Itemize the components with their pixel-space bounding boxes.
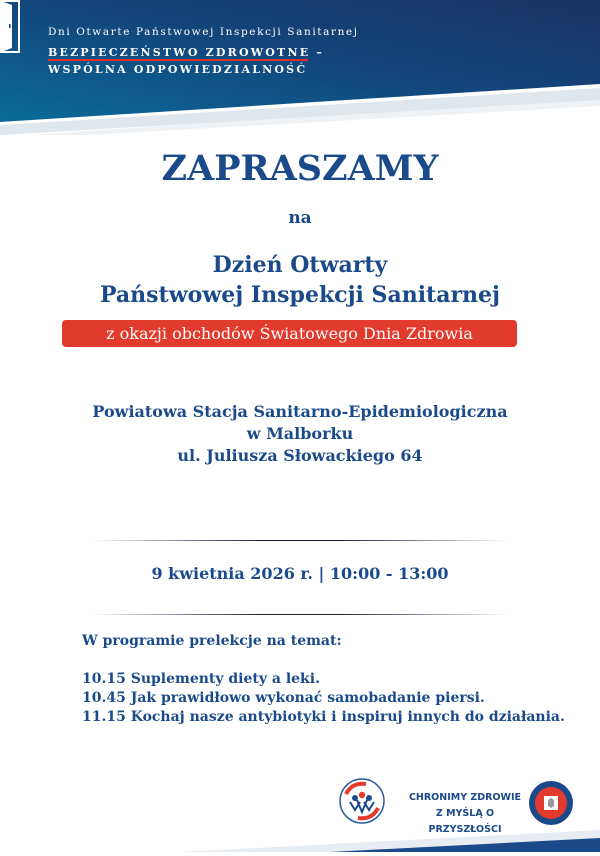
divider: [90, 614, 510, 615]
program-item: 11.15 Kochaj nasze antybiotyki i inspiruj innych do działania.: [82, 709, 565, 725]
campaign-slogan: [405, 790, 525, 838]
occasion-banner: z okazji obchodów Światowego Dnia Zdrowia: [62, 320, 517, 347]
slogan-line1: CHRONIMY ZDROWIE: [408, 792, 522, 803]
door-icon: [0, 0, 20, 53]
na-text: na: [288, 208, 312, 228]
event-name-line1: Dzień Otwarty: [212, 252, 388, 278]
slogan-line2: Z MYŚLĄ O PRZYSZŁOŚCI: [428, 808, 502, 835]
event-name-line2: Państwowej Inspekcji Sanitarnej: [99, 282, 501, 308]
divider: [90, 540, 510, 541]
header-slogan-line2: WSPÓLNA ODPOWIEDZIALNOŚĆ: [48, 63, 308, 76]
address-line: ul. Juliusza Słowackiego 64: [177, 446, 423, 465]
red-underline: [48, 59, 308, 61]
header-slogan-line1: BEZPIECZEŃSTWO ZDROWOTNE –: [48, 46, 325, 59]
program-heading: W programie prelekcje na temat:: [82, 633, 342, 649]
page-title: ZAPRASZAMY: [161, 148, 439, 189]
campaign-logo-icon: [340, 779, 384, 823]
address-line: w Malborku: [246, 424, 354, 443]
psse-emblem-icon: [529, 781, 573, 825]
event-datetime: 9 kwietnia 2026 r. | 10:00 - 13:00: [151, 564, 449, 583]
header-subtitle: Dni Otwarte Państwowej Inspekcji Sanitarnej: [48, 26, 359, 38]
address-line: Powiatowa Stacja Sanitarno-Epidemiologiczna: [92, 402, 508, 421]
program-item: 10.15 Suplementy diety a leki.: [82, 671, 320, 687]
program-item: 10.45 Jak prawidłowo wykonać samobadanie piersi.: [82, 690, 485, 706]
header-banner: [0, 0, 600, 135]
